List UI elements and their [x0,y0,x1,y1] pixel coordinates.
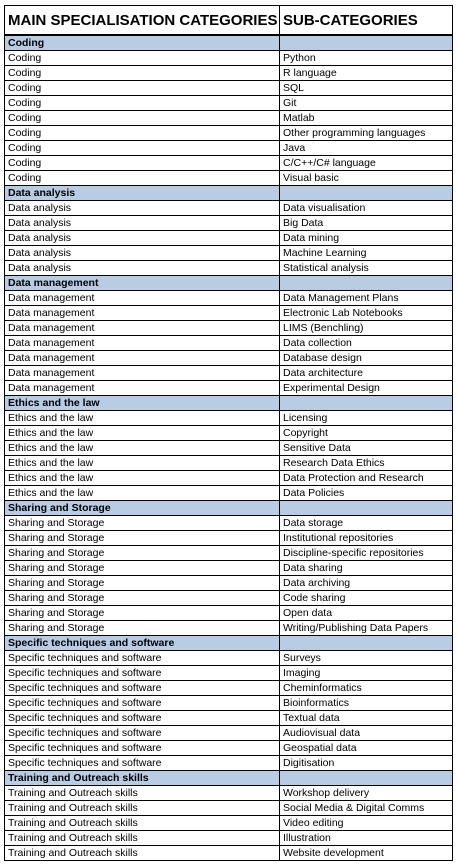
main-category-cell: Specific techniques and software [5,651,280,666]
table-row [5,681,453,696]
table-row [5,846,453,861]
sub-category-cell: Institutional repositories [280,531,453,546]
main-category-cell: Coding [5,141,280,156]
table-row [5,216,453,231]
table-row [5,456,453,471]
sub-category-cell: R language [280,66,453,81]
sub-category-cell: Git [280,96,453,111]
sub-category-cell: Code sharing [280,591,453,606]
main-category-cell: Data management [5,351,280,366]
sub-category-cell: Cheminformatics [280,681,453,696]
main-category-cell: Specific techniques and software [5,756,280,771]
sub-category-cell: Video editing [280,816,453,831]
table-row [5,111,453,126]
group-empty-cell [280,276,453,291]
table-row [5,786,453,801]
group-header-row [5,186,453,201]
main-category-cell: Coding [5,66,280,81]
group-title: Training and Outreach skills [5,771,280,786]
sub-category-cell: Social Media & Digital Comms [280,801,453,816]
table-row [5,651,453,666]
table-row [5,441,453,456]
main-category-cell: Data management [5,321,280,336]
sub-category-cell: Data Policies [280,486,453,501]
table-row [5,351,453,366]
table-row [5,66,453,81]
main-category-cell: Coding [5,111,280,126]
sub-category-cell: Website development [280,846,453,861]
sub-category-cell: Writing/Publishing Data Papers [280,621,453,636]
sub-category-cell: Bioinformatics [280,696,453,711]
table-row [5,366,453,381]
main-category-cell: Data analysis [5,246,280,261]
table-body [5,35,453,861]
table-row [5,531,453,546]
main-category-cell: Specific techniques and software [5,681,280,696]
sub-category-cell: Open data [280,606,453,621]
main-category-cell: Data analysis [5,231,280,246]
main-category-cell: Sharing and Storage [5,546,280,561]
group-title: Data analysis [5,186,280,201]
main-category-cell: Sharing and Storage [5,516,280,531]
main-category-cell: Data management [5,306,280,321]
sub-category-cell: C/C++/C# language [280,156,453,171]
group-title: Sharing and Storage [5,501,280,516]
main-category-cell: Data analysis [5,201,280,216]
sub-category-cell: Illustration [280,831,453,846]
main-category-header: MAIN SPECIALISATION CATEGORIES [5,6,280,36]
table-row [5,741,453,756]
main-category-cell: Specific techniques and software [5,741,280,756]
group-title: Specific techniques and software [5,636,280,651]
main-category-cell: Training and Outreach skills [5,816,280,831]
sub-category-cell: Research Data Ethics [280,456,453,471]
main-category-cell: Ethics and the law [5,441,280,456]
main-category-cell: Ethics and the law [5,486,280,501]
sub-category-cell: Data mining [280,231,453,246]
sub-category-header: SUB-CATEGORIES [280,6,453,36]
sub-category-cell: Data Management Plans [280,291,453,306]
table-row [5,561,453,576]
table-row [5,621,453,636]
sub-category-cell: Experimental Design [280,381,453,396]
main-category-cell: Ethics and the law [5,456,280,471]
table-row [5,321,453,336]
main-category-cell: Ethics and the law [5,471,280,486]
table-row [5,261,453,276]
sub-category-cell: Statistical analysis [280,261,453,276]
table-row [5,246,453,261]
sub-category-cell: Licensing [280,411,453,426]
table-row [5,831,453,846]
main-category-cell: Training and Outreach skills [5,801,280,816]
table-row [5,51,453,66]
main-category-cell: Specific techniques and software [5,666,280,681]
main-category-cell: Sharing and Storage [5,531,280,546]
main-category-cell: Training and Outreach skills [5,786,280,801]
main-category-cell: Ethics and the law [5,411,280,426]
table-row [5,171,453,186]
table-row [5,711,453,726]
sub-category-cell: Data archiving [280,576,453,591]
main-category-cell: Coding [5,171,280,186]
table-row [5,516,453,531]
table-row [5,606,453,621]
main-category-cell: Data management [5,336,280,351]
table-row [5,591,453,606]
table-row [5,576,453,591]
main-category-cell: Data management [5,291,280,306]
sub-category-cell: Electronic Lab Notebooks [280,306,453,321]
sub-category-cell: Data visualisation [280,201,453,216]
group-header-row [5,396,453,411]
main-category-cell: Coding [5,126,280,141]
sub-category-cell: LIMS (Benchling) [280,321,453,336]
table-row [5,696,453,711]
main-category-cell: Sharing and Storage [5,591,280,606]
sub-category-cell: Data Protection and Research [280,471,453,486]
sub-category-cell: Audiovisual data [280,726,453,741]
main-category-cell: Coding [5,51,280,66]
sub-category-cell: Matlab [280,111,453,126]
group-empty-cell [280,186,453,201]
group-empty-cell [280,501,453,516]
sub-category-cell: Discipline-specific repositories [280,546,453,561]
main-category-cell: Data analysis [5,216,280,231]
table-row [5,816,453,831]
main-category-cell: Coding [5,96,280,111]
sub-category-cell: Data storage [280,516,453,531]
specialisation-table [4,5,453,861]
table-row [5,801,453,816]
table-row [5,156,453,171]
table-row [5,381,453,396]
main-category-cell: Specific techniques and software [5,711,280,726]
group-empty-cell [280,35,453,51]
table-row [5,96,453,111]
main-category-cell: Training and Outreach skills [5,831,280,846]
table-row [5,81,453,96]
sub-category-cell: Imaging [280,666,453,681]
group-empty-cell [280,771,453,786]
group-header-row [5,501,453,516]
group-empty-cell [280,636,453,651]
table-row [5,336,453,351]
group-title: Coding [5,35,280,51]
table-row [5,126,453,141]
main-category-cell: Ethics and the law [5,426,280,441]
table-row [5,756,453,771]
table-row [5,231,453,246]
table-row [5,201,453,216]
main-category-cell: Coding [5,156,280,171]
sub-category-cell: Surveys [280,651,453,666]
group-title: Data management [5,276,280,291]
sub-category-cell: Python [280,51,453,66]
sub-category-cell: Data sharing [280,561,453,576]
sub-category-cell: Visual basic [280,171,453,186]
table-row [5,411,453,426]
table-row [5,546,453,561]
sub-category-cell: Sensitive Data [280,441,453,456]
main-category-cell: Training and Outreach skills [5,846,280,861]
sub-category-cell: Machine Learning [280,246,453,261]
main-category-cell: Data management [5,381,280,396]
table-row [5,291,453,306]
table-row [5,141,453,156]
sub-category-cell: Big Data [280,216,453,231]
table-row [5,666,453,681]
sub-category-cell: Data collection [280,336,453,351]
sub-category-cell: Other programming languages [280,126,453,141]
main-category-cell: Data management [5,366,280,381]
group-header-row [5,771,453,786]
main-category-cell: Sharing and Storage [5,606,280,621]
group-header-row [5,276,453,291]
sub-category-cell: Geospatial data [280,741,453,756]
main-category-cell: Sharing and Storage [5,576,280,591]
sub-category-cell: Digitisation [280,756,453,771]
table-row [5,726,453,741]
group-empty-cell [280,396,453,411]
main-category-cell: Sharing and Storage [5,621,280,636]
header-row [5,6,453,36]
sub-category-cell: Data architecture [280,366,453,381]
group-header-row [5,636,453,651]
group-header-row [5,35,453,51]
table-row [5,471,453,486]
main-category-cell: Specific techniques and software [5,726,280,741]
main-category-cell: Sharing and Storage [5,561,280,576]
sub-category-cell: Database design [280,351,453,366]
sub-category-cell: Workshop delivery [280,786,453,801]
table-row [5,486,453,501]
table-row [5,426,453,441]
sub-category-cell: Textual data [280,711,453,726]
sub-category-cell: Copyright [280,426,453,441]
sub-category-cell: SQL [280,81,453,96]
main-category-cell: Data analysis [5,261,280,276]
group-title: Ethics and the law [5,396,280,411]
table-row [5,306,453,321]
main-category-cell: Coding [5,81,280,96]
sub-category-cell: Java [280,141,453,156]
main-category-cell: Specific techniques and software [5,696,280,711]
